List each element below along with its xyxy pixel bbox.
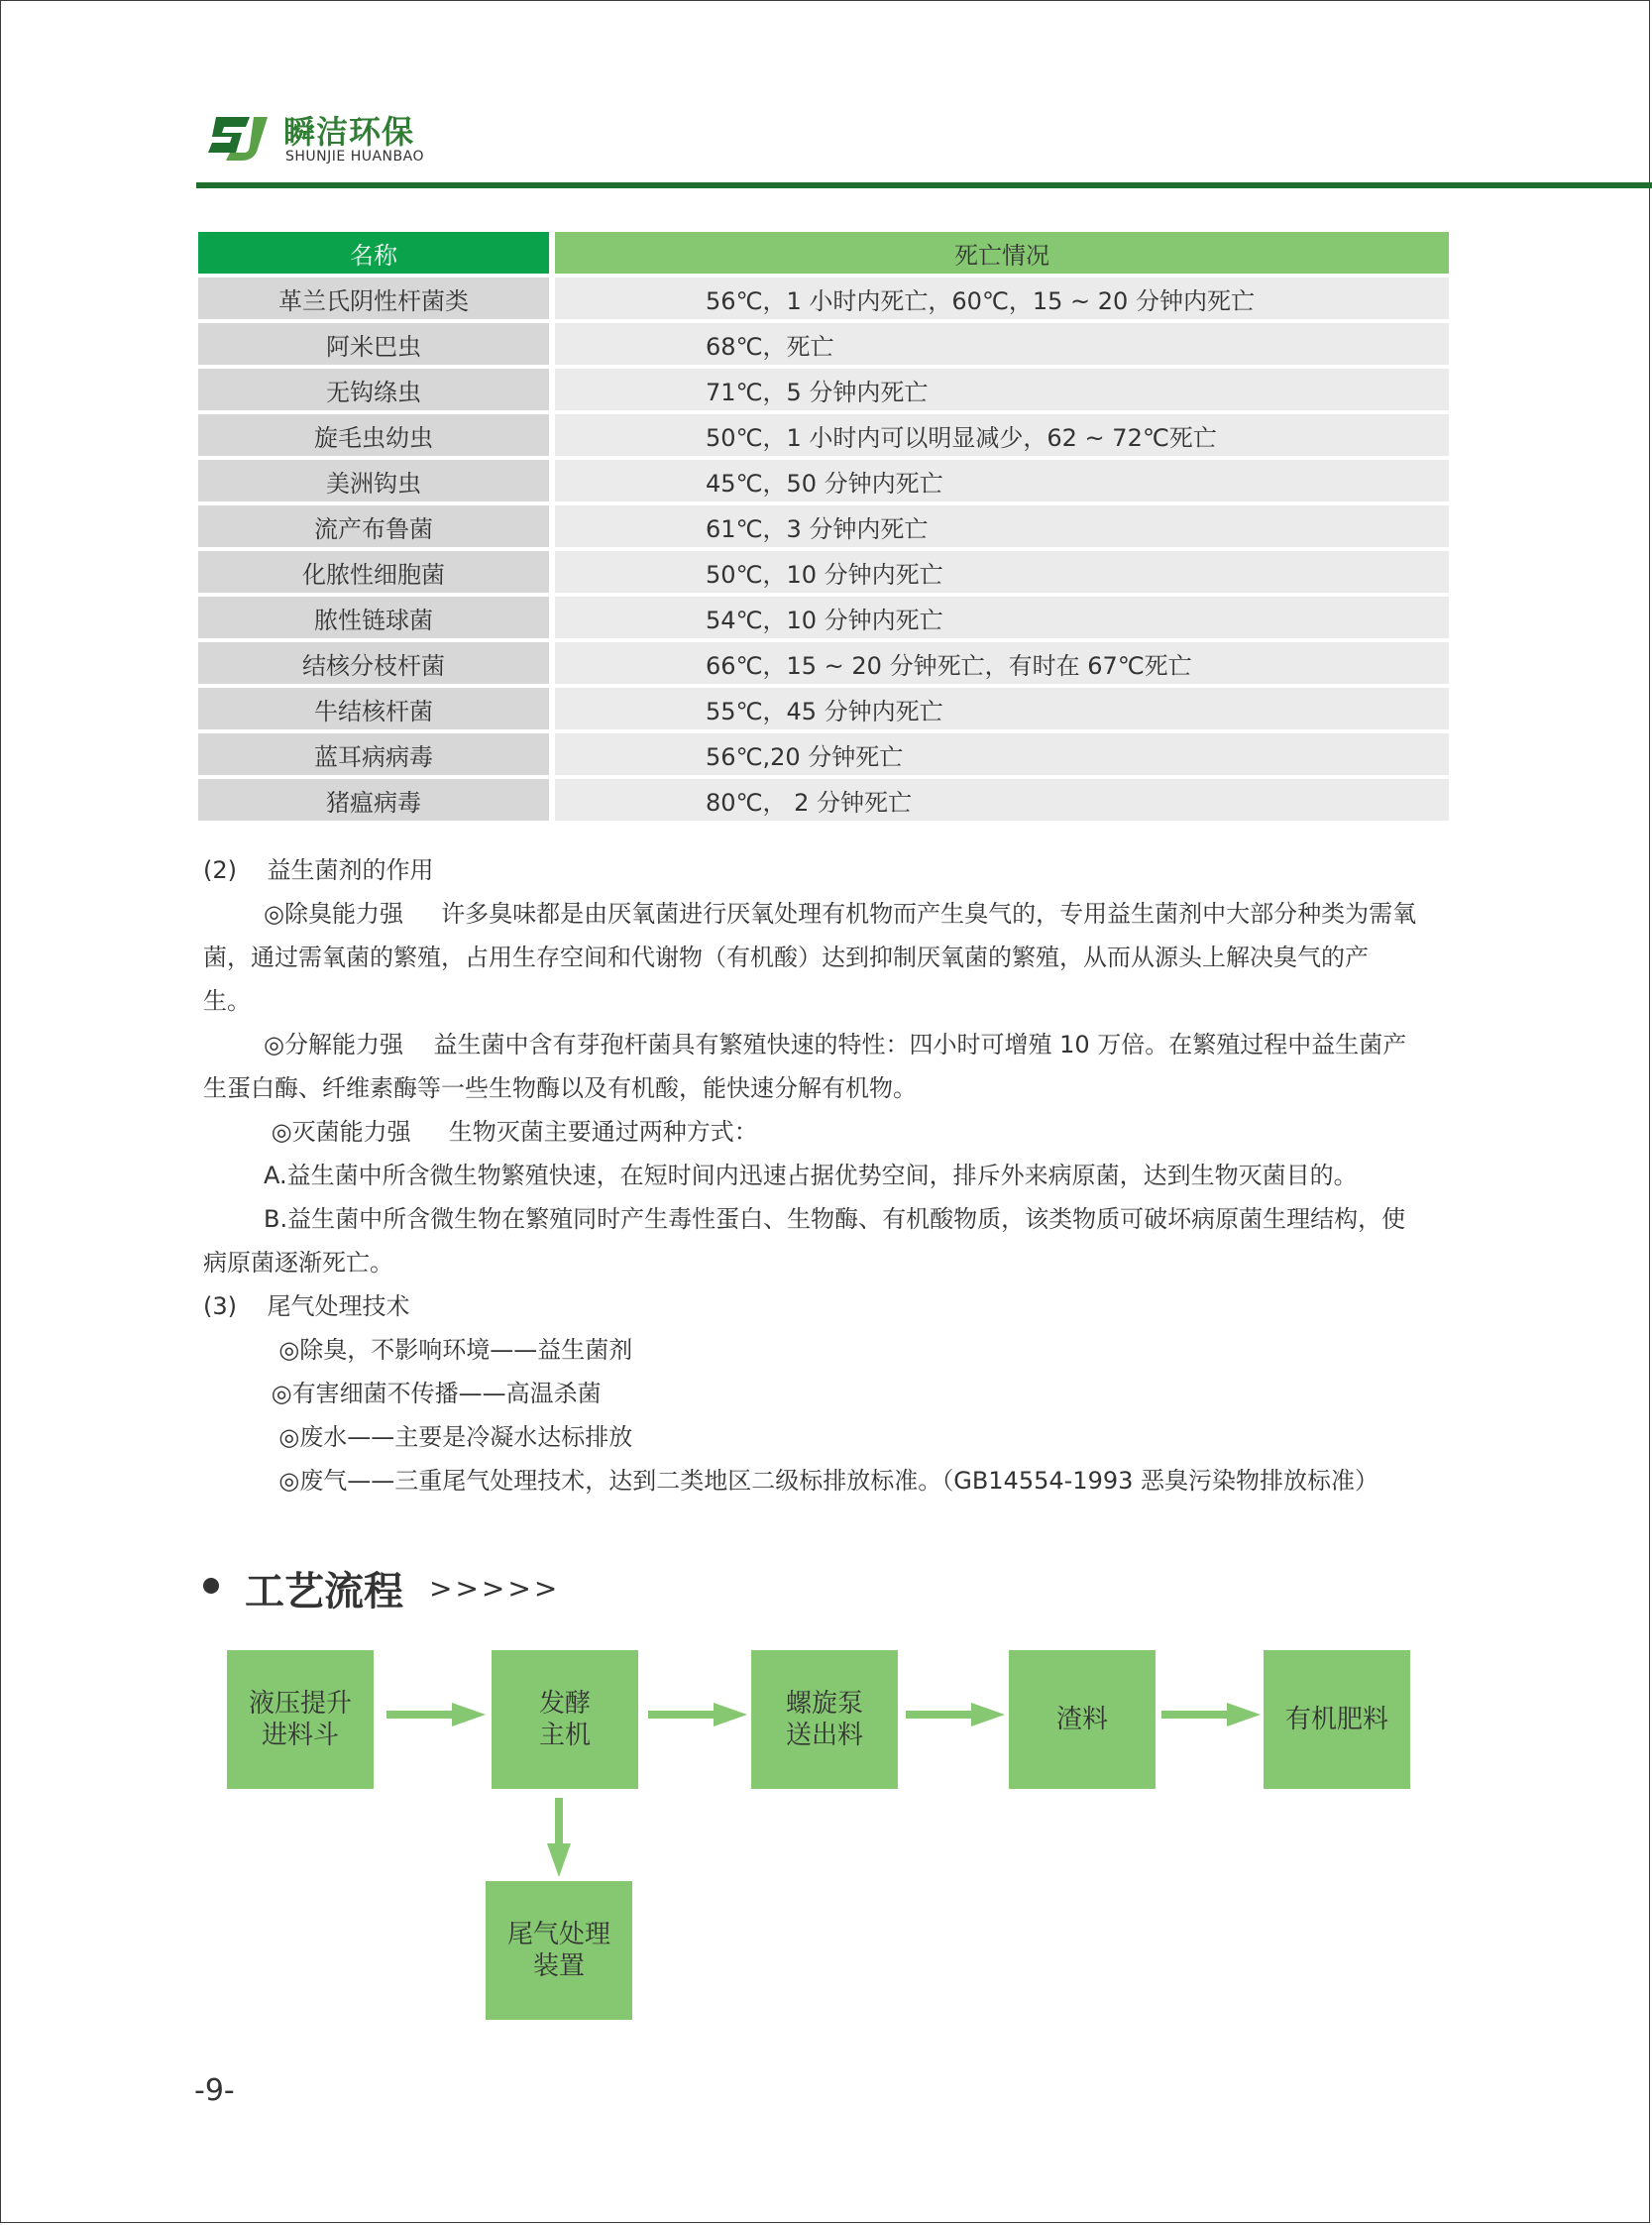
page-number: -9- xyxy=(194,2073,235,2108)
cell-organism-name: 猪瘟病毒 xyxy=(198,779,555,821)
table-row xyxy=(198,460,1449,501)
cell-death-condition: 71℃，5 分钟内死亡 xyxy=(555,369,1449,410)
flow-node-hydraulic-feeder: 液压提升 进料斗 xyxy=(227,1650,374,1789)
flow-arrow-3 xyxy=(906,1703,1005,1726)
bullet-icon xyxy=(203,1578,219,1594)
cell-organism-name: 阿米巴虫 xyxy=(198,323,555,365)
text-line: B.益生菌中所含微生物在繁殖同时产生毒性蛋白、生物酶、有机酸物质，该类物质可破坏病原菌生理结构，使 xyxy=(203,1205,1406,1233)
cell-death-condition: 50℃，1 小时内可以明显减少，62 ~ 72℃死亡 xyxy=(555,414,1449,456)
header-rule xyxy=(196,182,1652,188)
cell-death-condition: 50℃，10 分钟内死亡 xyxy=(555,551,1449,593)
body-text xyxy=(203,848,1454,1502)
table-header-name: 名称 xyxy=(198,232,555,274)
section-arrows: >>>>> xyxy=(429,1572,561,1605)
sj-logo-icon xyxy=(206,113,277,165)
text-line: 菌，通过需氧菌的繁殖，占用生存空间和代谢物（有机酸）达到抑制厌氧菌的繁殖，从而从源头上解决臭气的产 xyxy=(203,944,1369,971)
flow-arrow-1 xyxy=(386,1703,486,1726)
cell-organism-name: 美洲钩虫 xyxy=(198,460,555,501)
table-row xyxy=(198,642,1449,684)
text-line: 生蛋白酶、纤维素酶等一些生物酶以及有机酸，能快速分解有机物。 xyxy=(203,1074,917,1102)
text-line: (3) 尾气处理技术 xyxy=(203,1292,410,1320)
cell-death-condition: 55℃，45 分钟内死亡 xyxy=(555,688,1449,729)
cell-death-condition: 56℃，1 小时内死亡，60℃，15 ~ 20 分钟内死亡 xyxy=(555,278,1449,319)
text-line: 病原菌逐渐死亡。 xyxy=(203,1249,393,1277)
cell-organism-name: 化脓性细胞菌 xyxy=(198,551,555,593)
cell-death-condition: 80℃， 2 分钟死亡 xyxy=(555,779,1449,821)
flow-node-residue: 渣料 xyxy=(1009,1650,1156,1789)
cell-death-condition: 45℃，50 分钟内死亡 xyxy=(555,460,1449,501)
flow-node-organic-fertilizer: 有机肥料 xyxy=(1264,1650,1410,1789)
cell-organism-name: 流产布鲁菌 xyxy=(198,505,555,547)
cell-organism-name: 旋毛虫幼虫 xyxy=(198,414,555,456)
text-line: ◎分解能力强 益生菌中含有芽孢杆菌具有繁殖快速的特性：四小时可增殖 10 万倍。在繁殖过程中益生菌产 xyxy=(203,1031,1407,1058)
cell-death-condition: 61℃，3 分钟内死亡 xyxy=(555,505,1449,547)
table-row xyxy=(198,414,1449,456)
flow-node-screw-pump: 螺旋泵 送出料 xyxy=(751,1650,898,1789)
flow-node-exhaust-treatment: 尾气处理 装置 xyxy=(486,1881,632,2020)
table-row xyxy=(198,597,1449,638)
cell-death-condition: 56℃,20 分钟死亡 xyxy=(555,733,1449,775)
text-line: ◎除臭能力强 许多臭味都是由厌氧菌进行厌氧处理有机物而产生臭气的，专用益生菌剂中大部分种类为需氧 xyxy=(203,900,1417,928)
cell-death-condition: 68℃，死亡 xyxy=(555,323,1449,365)
flow-arrow-4 xyxy=(1161,1703,1261,1726)
cell-organism-name: 结核分枝杆菌 xyxy=(198,642,555,684)
text-line: ◎除臭，不影响环境——益生菌剂 xyxy=(203,1336,633,1364)
cell-organism-name: 革兰氏阴性杆菌类 xyxy=(198,278,555,319)
brand-name-en: SHUNJIE HUANBAO xyxy=(285,149,424,165)
table-row xyxy=(198,369,1449,410)
table-row xyxy=(198,779,1449,821)
flow-arrow-down xyxy=(547,1798,571,1877)
cell-death-condition: 66℃，15 ~ 20 分钟死亡，有时在 67℃死亡 xyxy=(555,642,1449,684)
section-title: 工艺流程 xyxy=(245,1569,403,1614)
text-line: ◎废气——三重尾气处理技术，达到二类地区二级标排放标准。（GB14554-1993 恶臭污染物排放标准） xyxy=(203,1467,1379,1495)
table-header-row xyxy=(198,232,1449,274)
text-line: ◎有害细菌不传播——高温杀菌 xyxy=(203,1380,602,1407)
cell-death-condition: 54℃，10 分钟内死亡 xyxy=(555,597,1449,638)
cell-organism-name: 脓性链球菌 xyxy=(198,597,555,638)
text-line: ◎废水——主要是冷凝水达标排放 xyxy=(203,1423,633,1451)
brand-name-cn: 瞬洁环保 xyxy=(283,113,415,151)
text-line: 生。 xyxy=(203,987,251,1015)
text-line: (2) 益生菌剂的作用 xyxy=(203,856,434,884)
table-row xyxy=(198,551,1449,593)
flow-arrow-2 xyxy=(648,1703,747,1726)
table-row xyxy=(198,688,1449,729)
text-line: A.益生菌中所含微生物繁殖快速，在短时间内迅速占据优势空间，排斥外来病原菌，达到生物灭菌目的。 xyxy=(203,1162,1358,1189)
table-header-death: 死亡情况 xyxy=(555,232,1449,274)
table-row xyxy=(198,323,1449,365)
text-line: ◎灭菌能力强 生物灭菌主要通过两种方式： xyxy=(203,1118,758,1146)
cell-organism-name: 无钩绦虫 xyxy=(198,369,555,410)
table-row xyxy=(198,733,1449,775)
cell-organism-name: 蓝耳病病毒 xyxy=(198,733,555,775)
flow-node-fermentation-host: 发酵 主机 xyxy=(492,1650,638,1789)
table-row xyxy=(198,278,1449,319)
cell-organism-name: 牛结核杆菌 xyxy=(198,688,555,729)
temperature-death-table xyxy=(198,232,1449,825)
table-row xyxy=(198,505,1449,547)
